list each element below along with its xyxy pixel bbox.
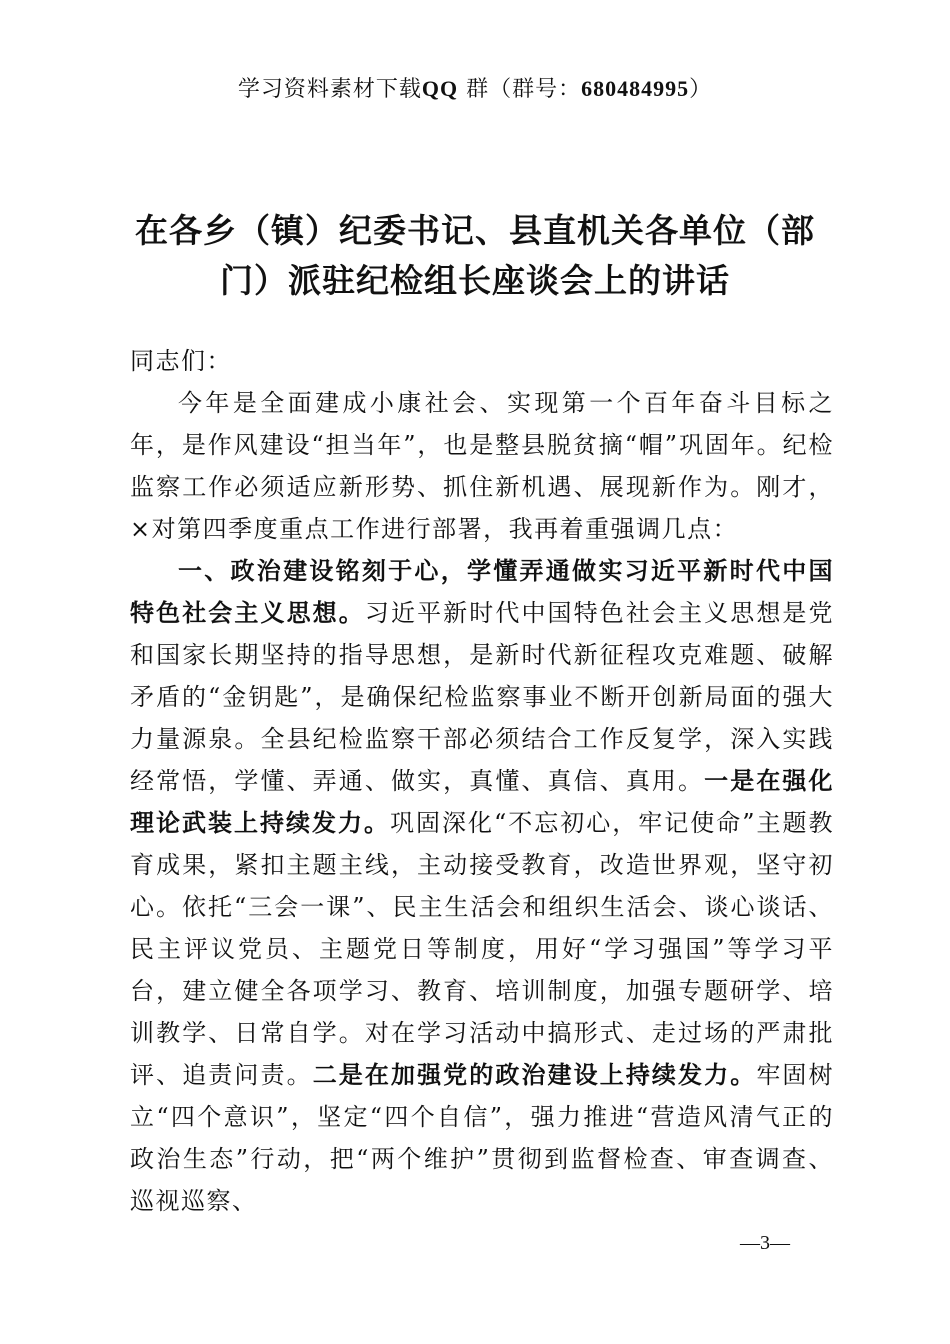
title-line-1: 在各乡（镇）纪委书记、县直机关各单位（部: [135, 211, 815, 250]
document-body: [130, 340, 834, 1222]
header-qq: QQ: [421, 76, 459, 101]
header-prefix: 学习资料素材下载: [237, 77, 422, 102]
header-mid: 群（群号：: [458, 77, 582, 102]
section-one-text: 习近平新时代中国特色社会主义思想是党和国家长期坚持的指导思想，是新时代新征程攻克难题、破解矛盾的“金钥匙”，是确保纪检监察事业不断开创新局面的强大力量源泉。全县纪检监察干部必须结合工作反复学，深入实践经常悟，学懂、弄通、做实，真懂、真信、真用。: [130, 599, 835, 795]
subpoint-two-text: 牢固树立“四个意识”，坚定“四个自信”，强力推进“营造风清气正的政治生态”行动，把“两个维护”贯彻到监督检查、审查调查、巡视巡察、: [130, 1061, 835, 1215]
subpoint-one-text: 巩固深化“不忘初心，牢记使命”主题教育成果，紧扣主题主线，主动接受教育，改造世界观，坚守初心。依托“三会一课”、民主生活会和组织生活会、谈心谈话、民主评议党员、主题党日等制度，用好“学习强国”等学习平台，建立健全各项学习、教育、培训制度，加强专题研学、培训教学、日常自学。对在学习活动中搞形式、走过场的严肃批评、追责问责。: [130, 809, 834, 1089]
subpoint-one-heading: 一是在强化理论武装上持续发力。: [130, 766, 835, 837]
section-one-heading: 一、政治建设铭刻于心，学懂弄通做实习近平新时代中国特色社会主义思想。: [130, 556, 834, 627]
subpoint-two-heading: 二是在加强党的政治建设上持续发力。: [312, 1060, 757, 1089]
salutation: 同志们：: [130, 347, 232, 375]
paragraph-section-one: [130, 550, 834, 1222]
header-group-number: 680484995: [581, 76, 690, 101]
title-line-2: 门）派驻纪检组长座谈会上的讲话: [220, 261, 730, 300]
document-title: [110, 206, 840, 306]
paragraph-intro: 今年是全面建成小康社会、实现第一个百年奋斗目标之年，是作风建设“担当年”，也是整县脱贫摘“帽”巩固年。纪检监察工作必须适应新形势、抓住新机遇、展现新作为。刚才，×对第四季度重点工作进行部署，我再着重强调几点：: [130, 389, 834, 543]
page-number: —3—: [740, 1232, 790, 1254]
header-suffix: ）: [689, 77, 713, 102]
page-header: [0, 72, 950, 103]
